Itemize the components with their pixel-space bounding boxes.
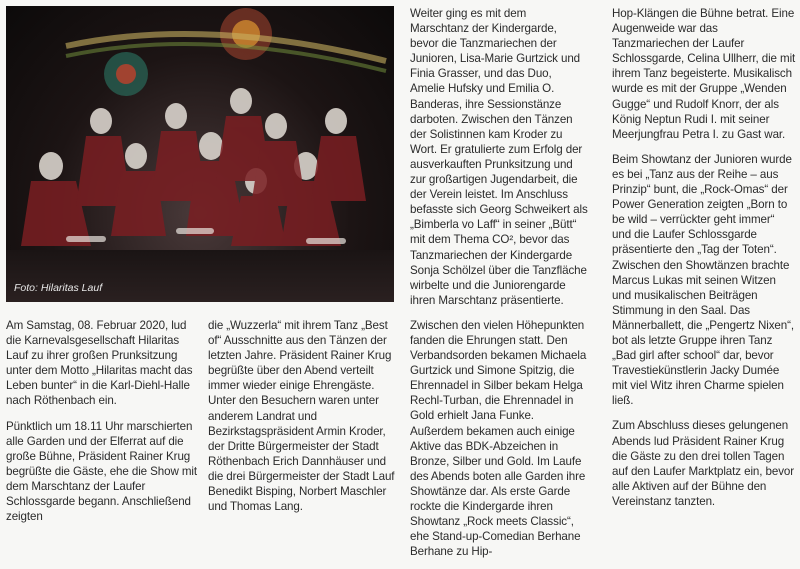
photo-caption: Foto: Hilaritas Lauf: [14, 282, 103, 294]
paragraph: Zum Abschluss dieses gelungenen Abends lud Präsident Rainer Krug die Gäste zu den drei tollen Tagen auf den Laufer Marktplatz ein, bevor alle Aktiven auf der Bühne den Vereinstanz tanzten.: [612, 419, 795, 508]
article-column-3: [410, 6, 588, 569]
paragraph: Hop-Klängen die Bühne betrat. Eine Augenweide war das Tanzmariechen der Laufer Schlossgarde, Celina Ullherr, die mit ihrem Tanz begeisterte. Musikalisch wurde es mit der Gruppe „Wenden Gugge“ und Rudolf Knorr, der als König Neptun Rudi I. mit seiner Meerjungfrau Petra I. zu Gast war.: [612, 7, 796, 141]
article-column-4: [612, 6, 796, 519]
article-column-2: [208, 318, 398, 524]
paragraph: Pünktlich um 18.11 Uhr marschierten alle Garden und der Elferrat auf die große Bühne, Präsident Rainer Krug begrüßte die Gäste, ehe die Show mit dem Marschtanz der Laufer Schlossgarde begann. Anschließend zeigten: [6, 419, 198, 524]
paragraph: Zwischen den vielen Höhepunkten fanden die Ehrungen statt. Den Verbandsorden bekamen Michaela Gurtzick und Simone Spitzig, die Ehrennadel in Silber bekam Helga Rechl-Turban, die Ehrennadel in Gold erhielt Jana Funke. Außerdem bekamen auch einige Aktive das BDK-Abzeichen in Bronze, Silber und Gold. Im Laufe des Abends boten alle Garden ihre Showtänze dar. Als erste Garde rockte die Kindergarde ihren Showtanz „Rock meets Classic“, ehe Stand-up-Comedian Berhane Berhane zu Hip-: [410, 318, 587, 559]
paragraph: Am Samstag, 08. Februar 2020, lud die Karnevalsgesellschaft Hilaritas Lauf zu ihrer großen Prunksitzung unter dem Motto „Hilaritas macht das Leben bunter“ in die Karl-Diehl-Halle nach Röthenbach ein.: [6, 319, 193, 408]
article-column-1: [6, 318, 198, 534]
paragraph: Beim Showtanz der Junioren wurde es bei „Tanz aus der Reihe – aus Prinzip“ bunt, die „Rock-Omas“ der Power Generation zeigten „Born to be wild – verrückter geht immer“ und die Laufer Schlossgarde präsentierte den „Tag der Toten“. Zwischen den Showtänzen brachte Marcus Lukas mit seinen Witzen und musikalischen Beiträgen Stimmung in den Saal. Das Männerballett, die „Pengertz Nixen“, bot als letzte Gruppe ihren Tanz „Bad girl after school“ dar, bevor Travestiekünstlerin Jacky Dumée mit viel Witz ihren Charme spielen ließ.: [612, 152, 794, 408]
paragraph: die „Wuzzerla“ mit ihrem Tanz „Best of“ Ausschnitte aus den Tänzen der letzten Jahre. Präsident Rainer Krug begrüßte über den Abend verteilt immer wieder einige Ehrengäste. Unter den Besuchern waren unter anderem Landrat und Bezirkstagspräsident Armin Kroder, der Dritte Bürgermeister der Stadt Röthenbach Erich Dannhäuser und die drei Bürgermeister der Stadt Lauf Benedikt Bisping, Norbert Maschler und Thomas Lang.: [208, 319, 395, 514]
stage-floor: [6, 250, 394, 302]
event-photo: [6, 6, 394, 302]
paragraph: Weiter ging es mit dem Marschtanz der Kindergarde, bevor die Tanzmariechen der Junioren, Lisa-Marie Gurtzick und Finia Grasser, und das Duo, Amelie Hufsky und Emilia O. Banderas, ihre Sessionstänze darboten. Zwischen den Tänzen der Solistinnen kam Kroder zu Wort. Er gratulierte zum Erfolg der ausverkauften Prunksitzung und zur großartigen Jugendarbeit, die der Verein leistet. Im Anschluss befasste sich Georg Schweikert als „Bimberla vo Laff“ in seiner „Bütt“ mit dem Thema CO², bevor das Tanzmariechen der Kindergarde Sonja Schölzel über die Tanzfläche wirbelte und die Juniorengarde ihren Marschtanz präsentierte.: [410, 7, 588, 307]
